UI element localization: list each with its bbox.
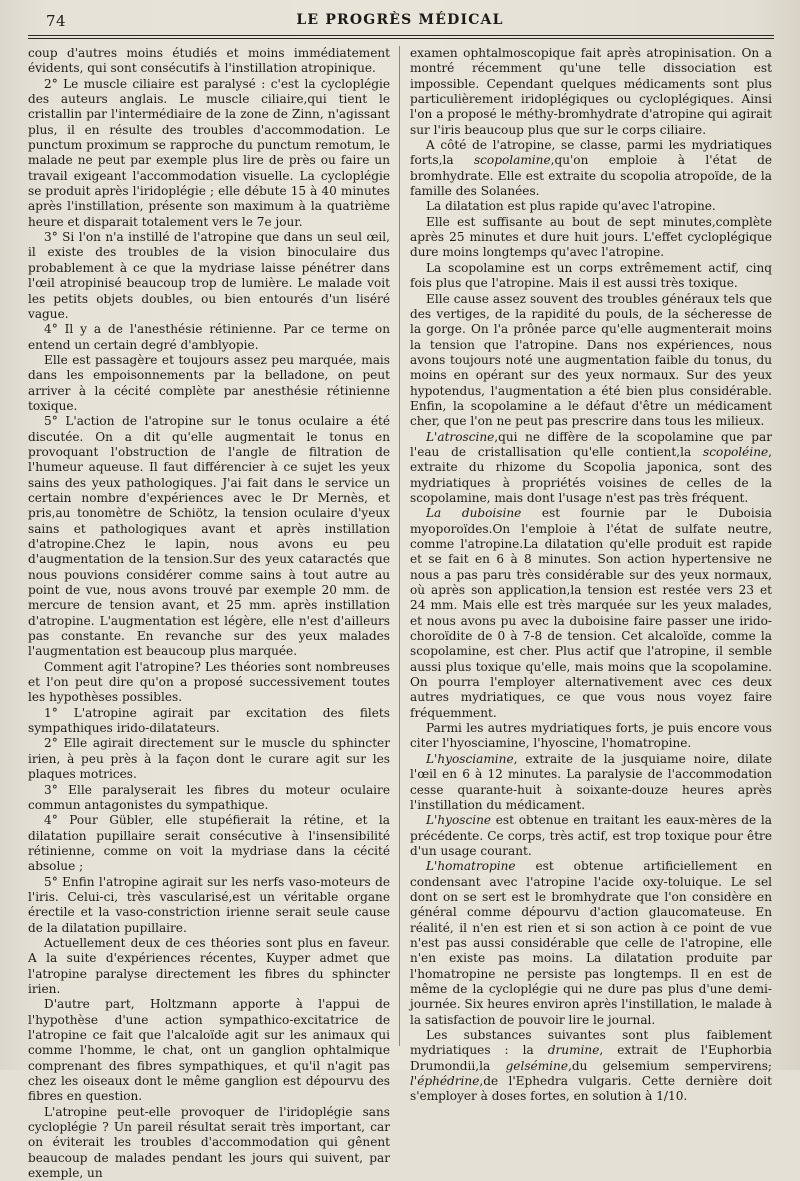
page-header	[0, 0, 800, 40]
paragraph: 2° Le muscle ciliaire est paralysé : c'est la cycloplégie des auteurs anglais. Le muscle ciliaire,qui tient le cristallin par l'intermédiaire de la zone de Zinn, n'agissant plus, il en résulte des troubles d'accommodation. Le punctum proximum se rapproche du punctum remotum, le malade ne peut par exemple plus lire de près ou faire un travail exigeant l'accommodation visuelle. La cycloplégie se produit après l'iridoplégie ; elle débute 15 à 40 minutes après l'instillation, présente son maximum à la quatrième heure et disparait totalement vers le 7e jour.	[28, 76, 390, 229]
italic-term: scopoléine	[703, 444, 769, 459]
italic-term: scopolamine	[473, 153, 551, 168]
text-run: ,qui ne diffère de la scopolamine que par l'eau de cristallisation qu'elle contient,la	[410, 429, 772, 459]
italic-term: La duboisine	[426, 506, 522, 521]
paragraph: L'atropine peut-elle provoquer de l'iridoplégie sans cycloplégie ? Un pareil résultat serait très important, car on éviterait les troubles d'accommodation qui gênent beaucoup de malades pendant les jours qui suivent, par exemple, un	[28, 1104, 390, 1181]
text-run: A côté de l'atropine, se classe, parmi les mydriatiques forts,la	[410, 138, 772, 168]
column-divider	[399, 46, 400, 1046]
paragraph	[410, 752, 772, 813]
text-run: , extrait de l'Euphorbia Drumondii,la	[410, 1043, 772, 1073]
paragraph: Elle cause assez souvent des troubles généraux tels que des vertiges, de la rapidité du pouls, de la sécheresse de la gorge. On l'a prônée parce qu'elle augmenterait moins la tension que l'atropine. Dans nos expériences, nous avons toujours noté une augmentation faible du tonus, du moins en opérant sur des yeux normaux. Sur des yeux hypotendus, l'augmentation a été bien plus considérable. Enfin, la scopolamine a le défaut d'être un médicament cher, que l'on ne peut pas prescrire dans tous les milieux.	[410, 291, 772, 429]
paragraph: 3° Elle paralyserait les fibres du moteur oculaire commun antagonistes du sympathique.	[28, 782, 390, 812]
paragraph: 1° L'atropine agirait par excitation des filets sympathiques irido-dilatateurs.	[28, 705, 390, 736]
text-run: ,de l'Ephedra vulgaris. Cette dernière doit s'employer à doses fortes, en solution à 1/10.	[410, 1074, 772, 1104]
left-column	[28, 46, 390, 1181]
paragraph: Elle est suffisante au bout de sept minutes,complète après 25 minutes et dure huit jours. L'effet cycloplégique dure moins longtemps qu'avec l'atropine.	[410, 214, 772, 260]
paragraph	[410, 1028, 772, 1105]
text-run: ,du gelsemium sempervirens;	[567, 1058, 772, 1073]
italic-term: l'éphédrine	[410, 1074, 480, 1089]
italic-term: L'atroscine	[426, 429, 495, 444]
italic-term: drumine	[547, 1043, 600, 1058]
paragraph: 2° Elle agirait directement sur le muscle du sphincter irien, à peu près à la façon dont le curare agit sur les plaques motrices.	[28, 736, 390, 782]
text-run: , extraite du rhizome du Scopolia japonica, sont des mydriatiques à propriétés voisines de celles de la scopolamine, mais dont l'usage n'est pas très fréquent.	[410, 444, 772, 505]
page-number: 74	[46, 12, 67, 30]
paragraph: Elle est passagère et toujours assez peu marquée, mais dans les empoisonnements par la belladone, on peut arriver à la cécité complète par anesthésie rétinienne toxique.	[28, 352, 390, 413]
paragraph: D'autre part, Holtzmann apporte à l'appui de l'hypothèse d'une action sympathico-excitatrice de l'atropine ce fait que l'alcaloïde agit sur les animaux qui comme l'homme, le chat, ont un ganglion ophtalmique comprenant des fibres sympathiques, et qu'il n'agit pas chez les oiseaux dont le même ganglion est dépourvu des fibres en question.	[28, 997, 390, 1104]
right-column	[410, 46, 773, 1104]
text-run: est obtenue artificiellement en condensant avec l'atropine l'acide oxy-toluique. Le sel dont on se sert est le bromhydrate que l'on considère en général comme dépourvu d'action glaucomateuse. En réalité, il n'en est rien et si son action à ce point de vue n'est pas aussi considérable que celle de l'atropine, elle n'en existe pas moins. La dilatation produite par l'homatropine ne persiste pas longtemps. Il en est de même de la cycloplégie qui ne dure pas plus d'une demi-journée. Six heures environ après l'instillation, le malade à la satisfaction de pouvoir lire le journal.	[410, 859, 773, 1027]
paragraph: 4° Il y a de l'anesthésie rétinienne. Par ce terme on entend un certain degré d'amblyopie.	[28, 322, 390, 352]
paragraph	[410, 813, 772, 859]
italic-term: L'hyosciamine	[426, 751, 514, 766]
paragraph	[410, 138, 772, 199]
paragraph: 5° Enfin l'atropine agirait sur les nerfs vaso-moteurs de l'iris. Celui-ci, très vascularisé,est un véritable organe érectile et la vaso-constriction irienne serait seule cause de la dilatation pupillaire.	[28, 874, 390, 935]
paragraph	[410, 859, 772, 1028]
paragraph	[410, 430, 772, 507]
paragraph: La scopolamine est un corps extrêmement actif, cinq fois plus que l'atropine. Mais il est aussi très toxique.	[410, 260, 772, 291]
paragraph	[410, 506, 772, 721]
text-run: est obtenue en traitant les eaux-mères de la précédente. Ce corps, très actif, est trop toxique pour être d'un usage courant.	[410, 813, 772, 858]
paragraph: Comment agit l'atropine? Les théories sont nombreuses et l'on peut dire qu'on a proposé successivement toutes les hypothèses possibles.	[28, 659, 390, 705]
paragraph: coup d'autres moins étudiés et moins immédiatement évidents, qui sont consécutifs à l'instillation atropinique.	[28, 46, 390, 76]
italic-term: L'hyoscine	[426, 813, 492, 828]
paragraph: 5° L'action de l'atropine sur le tonus oculaire a été discutée. On a dit qu'elle augmentait le tonus en provoquant l'obstruction de l'angle de filtration de l'humeur aqueuse. Il faut différencier à ce sujet les yeux sains des yeux pathologiques. J'ai fait dans le service un certain nombre d'expériences avec le Dr Mernès, et pris,au tonomètre de Schiötz, la tension oculaire d'yeux sains et pathologiques avant et après instillation d'atropine.Chez le lapin, nous avons eu peu d'augmentation de la tension.Sur des yeux cataractés que nous pouvions considérer comme sains à tout autre au point de vue, nous avons trouvé par exemple 20 mm. de mercure de tension avant, et 25 mm. après instillation d'atropine. L'augmentation est légère, elle n'est d'ailleurs pas constante. En revanche sur des yeux malades l'augmentation est beaucoup plus marquée.	[28, 414, 390, 659]
text-run: Les substances suivantes sont plus faiblement mydriatiques : la	[410, 1028, 772, 1058]
paragraph: 3° Si l'on n'a instillé de l'atropine que dans un seul œil, il existe des troubles de la vision binoculaire dus probablement à ce que la mydriase laisse pénétrer dans l'œil atropinisé beaucoup trop de lumière. Le malade voit les petits objets doubles, ou bien entourés d'un liséré vague.	[28, 230, 390, 321]
paragraph: La dilatation est plus rapide qu'avec l'atropine.	[426, 199, 716, 214]
text-run: , extraite de la jusquiame noire, dilate l'œil en 6 à 12 minutes. La paralysie de l'accommodation cesse quarante-huit à soixante-douze heures après l'instillation du médicament.	[410, 751, 772, 812]
header-rule	[28, 35, 774, 39]
text-run: est fournie par le Duboisia myoporoïdes.On l'emploie à l'état de sulfate neutre, comme l'atropine.La dilatation qu'elle produit est rapide et se fait en 6 à 8 minutes. Son action hypertensive ne nous a pas paru très considérable sur des yeux normaux, où après son application,la tension est restée vers 23 et 24 mm. Mais elle est très marquée sur les yeux malades, et nous avons pu avec la duboisine faire passer une irido-choroïdite de 0 à 7-8 de tension. Cet alcaloïde, comme la scopolamine, est cher. Plus actif que l'atropine, il semble aussi plus toxique qu'elle, mais moins que la scopolamine. On pourra l'employer alternativement avec ces deux autres mydriatiques, ce que vous nous voyez faire fréquemment.	[410, 506, 772, 720]
paragraph: 4° Pour Gübler, elle stupéfierait la rétine, et la dilatation pupillaire serait consécutive à l'insensibilité rétinienne, comme on voit la mydriase dans la cécité absolue ;	[28, 813, 390, 874]
italic-term: gelsémine	[505, 1058, 568, 1073]
paragraph: Actuellement deux de ces théories sont plus en faveur. A la suite d'expériences récentes, Kuyper admet que l'atropine paralyse directement les fibres du sphincter irien.	[28, 935, 390, 996]
text-run: ,qu'on emploie à l'état de bromhydrate. Elle est extraite du scopolia atropoïde, de la famille des Solanées.	[410, 153, 772, 199]
paragraph: Parmi les autres mydriatiques forts, je puis encore vous citer l'hyosciamine, l'hyoscine, l'homatropine.	[410, 721, 772, 751]
paragraph: examen ophtalmoscopique fait après atropinisation. On a montré récemment qu'une telle dissociation est impossible. Cependant quelques médicaments sont plus particulièrement iridoplégiques ou cycloplégiques. Ainsi l'on a proposé le méthy-bromhydrate d'atropine qui agirait sur l'iris beaucoup plus que sur le corps ciliaire.	[410, 46, 772, 137]
running-title: LE PROGRÈS MÉDICAL	[296, 12, 504, 28]
italic-term: L'homatropine	[426, 859, 516, 874]
